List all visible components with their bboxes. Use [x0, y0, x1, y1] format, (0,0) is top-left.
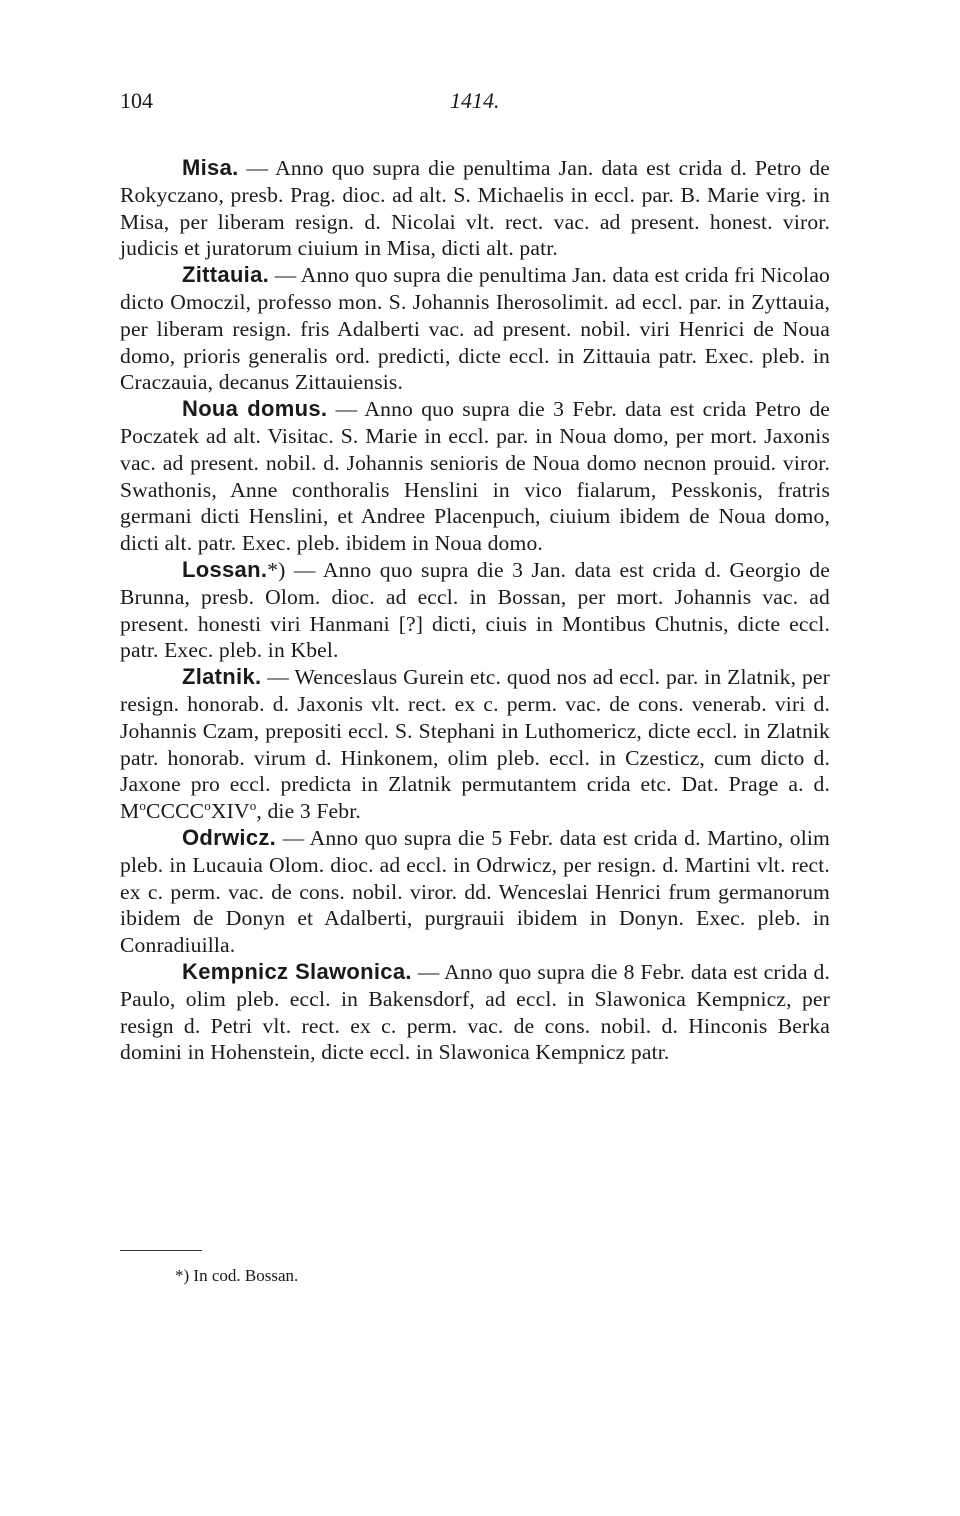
entry-text: — Anno quo supra die 5 Febr. data est crida d. Martino, olim pleb. in Lucauia Olom. dioc. ad eccl. in Odrwicz, per resign. d. Martini vlt. rect. ex c. perm. vac. de cons. nobil. viror. dd. Wenceslai Henrici frum germanorum ibidem de Donyn et Adalberti, purgrauii ibidem in Donyn. Exec. pleb. in Conradiuilla.: [120, 825, 830, 958]
footnote-divider: [120, 1250, 202, 1251]
entry-text-end: , die 3 Febr.: [256, 799, 361, 824]
footnote-marker: *): [267, 557, 286, 582]
entry-zittauia: [120, 262, 830, 396]
date-part: CCCC: [146, 799, 205, 824]
entry-text: — Anno quo supra die 3 Febr. data est crida Petro de Poczatek ad alt. Visitac. S. Marie in eccl. par. in Noua domo, per mort. Jaxonis vac. ad present. nobil. d. Johannis senioris de Noua domo necnon prouid. viror. Swathonis, Anne conthoralis Henslini in vico fialarum, Pesskonis, fratris germani dicti Henslini, et Andree Placenpuch, ciuium ibidem de Noua domo, dicti alt. patr. Exec. pleb. ibidem in Noua domo.: [120, 397, 830, 556]
entry-lossan: [120, 557, 830, 664]
entry-kempnicz-slawonica: [120, 959, 830, 1066]
entry-text: — Anno quo supra die penultima Jan. data est crida d. Petro de Rokyczano, presb. Prag. dioc. ad alt. S. Michaelis in eccl. par. B. Marie virg. in Misa, per liberam resign. d. Nicolai vlt. rect. vac. ad present. honest. viror. judicis et juratorum ciuium in Misa, dicti alt. patr.: [120, 156, 830, 261]
entry-zlatnik: [120, 664, 830, 825]
page-header: [120, 88, 830, 118]
date-part: XIV: [210, 799, 250, 824]
running-title-year: 1414.: [450, 88, 500, 113]
entry-misa: [120, 155, 830, 262]
place-heading: Noua domus.: [182, 396, 328, 422]
place-heading: Misa.: [182, 155, 239, 180]
place-heading: Odrwicz.: [182, 824, 277, 850]
footnote: *) In cod. Bossan.: [175, 1266, 299, 1285]
place-heading: Lossan.: [182, 556, 268, 582]
entry-noua-domus: [120, 396, 830, 557]
document-page: [120, 0, 830, 1516]
date-superscript: o: [249, 797, 257, 813]
page-number: 104: [120, 88, 153, 113]
date-superscript: o: [139, 797, 147, 813]
entry-text: — Anno quo supra die 3 Jan. data est crida d. Georgio de Brunna, presb. Olom. dioc. ad eccl. in Bossan, per mort. Johannis vac. ad present. honesti viri Hanmani [?] dicti, ciuis in Montibus Chutnis, dicte eccl. patr. Exec. pleb. in Kbel.: [120, 557, 830, 663]
date-superscript: o: [204, 797, 211, 813]
place-heading: Zlatnik.: [182, 664, 262, 690]
entry-text: — Anno quo supra die 8 Febr. data est crida d. Paulo, olim pleb. eccl. in Bakensdorf, ad eccl. in Slawonica Kempnicz, per resign d. Petri vlt. rect. ex c. perm. vac. de cons. nobil. d. Hinconis Berka domini in Hohenstein, dicte eccl. in Slawonica Kempnicz patr.: [120, 959, 830, 1065]
entry-text: — Anno quo supra die penultima Jan. data est crida fri Nicolao dicto Omoczil, professo mon. S. Johannis Iherosolimit. ad eccl. par. in Zyttauia, per liberam resign. fris Adalberti vac. ad present. nobil. viri Henrici de Noua domo, prioris generalis ord. predicti, dicte eccl. in Zittauia patr. Exec. pleb. in Craczauia, decanus Zittauiensis.: [120, 263, 830, 395]
place-heading: Zittauia.: [182, 262, 270, 288]
place-heading: Kempnicz Slawonica.: [182, 958, 412, 984]
main-text: [120, 155, 830, 1066]
entry-text: — Wenceslaus Gurein etc. quod nos ad eccl. par. in Zlatnik, per resign. honorab. d. Jaxonis vlt. rect. ex c. perm. vac. de cons. venerab. viri d. Johannis Czam, prepositi eccl. S. Stephani in Luthomericz, dicte eccl. in Zlatnik patr. honorab. virum d. Hinkonem, olim pleb. eccl. in Czesticz, cum dicto d. Jaxone pro eccl. predicta in Zlatnik permutantem crida etc. Dat. Prage a. d. M: [120, 665, 830, 824]
entry-odrwicz: [120, 825, 830, 959]
